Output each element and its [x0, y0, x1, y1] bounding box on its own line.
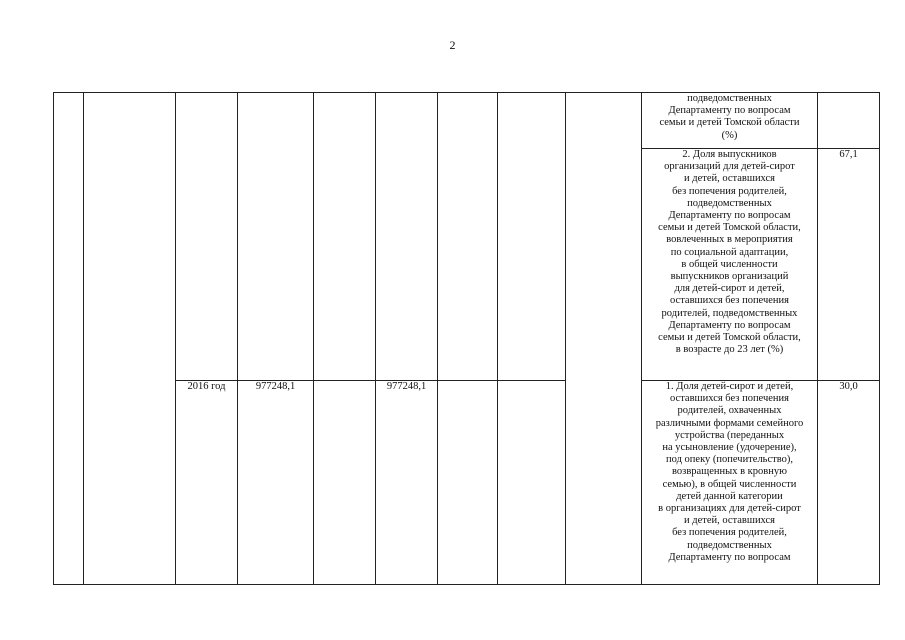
cell-federal: [314, 381, 376, 585]
indicator-text: 2. Доля выпускников организаций для детей-сирот и детей, оставшихся без попечения родителей, подведомственных Департаменту по вопросам семьи и детей Томской области, вовлеченных в мероприятия по социальной адаптации, в общей численности выпускников организаций для детей-сирот и детей, оставшихся без попечения родителей, подведомственных Департаменту по вопросам семьи и детей Томской области, в возрасте до 23 лет (%): [642, 149, 818, 381]
cell-total: 977248,1: [238, 381, 314, 585]
program-table: [53, 92, 880, 585]
cell-regional: 977248,1: [376, 381, 438, 585]
indicator-value: 30,0: [818, 381, 880, 585]
cell-num: [54, 93, 84, 585]
cell-other: [498, 93, 566, 381]
cell-task: [84, 93, 176, 585]
indicator-value: [818, 93, 880, 149]
cell-local: [438, 93, 498, 381]
cell-regional: [376, 93, 438, 381]
cell-other: [498, 381, 566, 585]
page-number: 2: [449, 38, 456, 52]
cell-total: [238, 93, 314, 381]
table-row: [54, 381, 880, 585]
cell-year: 2016 год: [176, 381, 238, 585]
indicator-text: подведомственных Департаменту по вопросам семьи и детей Томской области (%): [642, 93, 818, 149]
cell-year: [176, 93, 238, 381]
cell-executor: [566, 93, 642, 585]
table-row: [54, 93, 880, 149]
indicator-value: 67,1: [818, 149, 880, 381]
cell-federal: [314, 93, 376, 381]
indicator-text: 1. Доля детей-сирот и детей, оставшихся без попечения родителей, охваченных различными формами семейного устройства (переданных на усыновление (удочерение), под опеку (попечительство), возвращенных в кровную семью), в общей численности детей данной категории в организациях для детей-сирот и детей, оставшихся без попечения родителей, подведомственных Департаменту по вопросам: [642, 381, 818, 585]
cell-local: [438, 381, 498, 585]
